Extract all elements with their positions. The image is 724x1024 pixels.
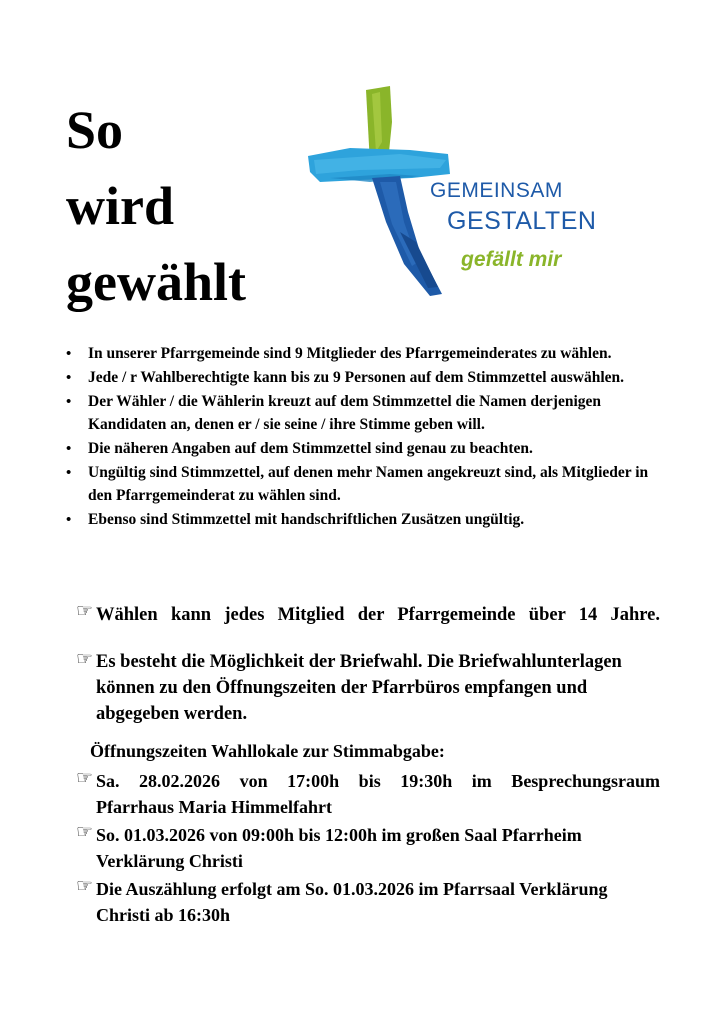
polling-time-1-line-2: Pfarrhaus Maria Himmelfahrt — [96, 797, 332, 817]
pointing-hand-icon: ☞ — [76, 876, 94, 897]
list-item: • Jede / r Wahlberechtigte kann bis zu 9 Personen auf dem Stimmzettel auswählen. — [66, 367, 666, 390]
postal-vote-note — [96, 649, 666, 727]
counting-note-line-1: Die Auszählung erfolgt am So. 01.03.2026 im Pfarrsaal Verklärung — [96, 879, 608, 899]
logo-text-gemeinsam: GEMEINSAM — [430, 179, 563, 202]
polling-time-2-line-2: Verklärung Christi — [96, 851, 243, 871]
counting-note-line-2: Christi ab 16:30h — [96, 905, 231, 925]
list-item: • Die näheren Angaben auf dem Stimmzettel sind genau zu beachten. — [66, 438, 666, 461]
polling-time-1-line-1: Sa. 28.02.2026 von 17:00h bis 19:30h im Besprechungsraum — [96, 771, 660, 791]
list-item: • Ungültig sind Stimmzettel, auf denen mehr Namen angekreuzt sind, als Mitglieder in den Pfarrgemeinderat zu wählen sind. — [66, 462, 666, 507]
counting-note — [96, 876, 660, 928]
polling-time-1 — [96, 768, 660, 820]
page-title — [66, 92, 246, 320]
postal-vote-line-2: können zu den Öffnungszeiten der Pfarrbüros empfangen und — [96, 678, 588, 698]
pointing-hand-icon: ☞ — [76, 768, 94, 789]
title-line-2: wird — [66, 176, 174, 236]
rules-list — [66, 343, 666, 533]
logo-tagline: gefällt mir — [461, 248, 562, 271]
title-line-1: So — [66, 100, 124, 160]
polling-time-2 — [96, 822, 660, 874]
list-item: • Ebenso sind Stimmzettel mit handschriftlichen Zusätzen ungültig. — [66, 509, 666, 532]
list-item: • In unserer Pfarrgemeinde sind 9 Mitglieder des Pfarrgemeinderates zu wählen. — [66, 343, 666, 366]
list-item: • Der Wähler / die Wählerin kreuzt auf dem Stimmzettel die Namen derjenigen Kandidaten an, denen er / sie seine / ihre Stimme geben will. — [66, 391, 666, 436]
title-line-3: gewählt — [66, 252, 246, 312]
pointing-hand-icon: ☞ — [76, 601, 94, 622]
opening-hours-heading: Öffnungszeiten Wahllokale zur Stimmabgabe: — [90, 741, 445, 761]
polling-time-2-line-1: So. 01.03.2026 von 09:00h bis 12:00h im großen Saal Pfarrheim — [96, 825, 582, 845]
postal-vote-line-1: Es besteht die Möglichkeit der Briefwahl. Die Briefwahlunterlagen — [96, 652, 622, 672]
pointing-hand-icon: ☞ — [76, 822, 94, 843]
pointing-hand-icon: ☞ — [76, 649, 94, 670]
logo-text-gestalten: GESTALTEN — [447, 207, 597, 235]
eligibility-note: Wählen kann jedes Mitglied der Pfarrgemeinde über 14 Jahre. — [96, 605, 660, 625]
postal-vote-line-3: abgegeben werden. — [96, 704, 248, 724]
